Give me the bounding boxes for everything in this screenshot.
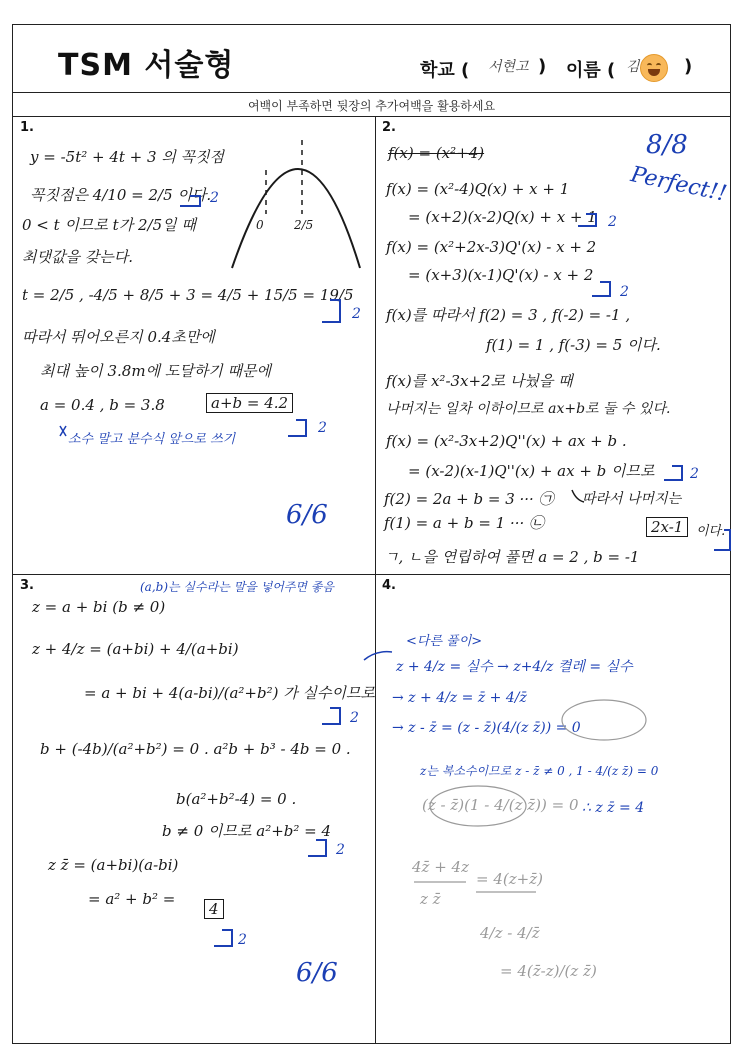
- q2-check-2: [592, 282, 610, 296]
- q3-line-3: = a + bi + 4(a-bi)/(a²+b²) 가 실수이므로: [84, 684, 375, 702]
- q1-graph-x: 2/5: [294, 218, 314, 232]
- q1-mark-2: 2: [352, 306, 361, 322]
- q3-line-5: b(a²+b²-4) = 0 .: [176, 790, 297, 808]
- q2-line-5: = (x+3)(x-1)Q'(x) - x + 2: [408, 266, 594, 284]
- q2-line-1: f(x) = (x²+4): [388, 144, 485, 162]
- school-close: ): [538, 56, 547, 77]
- q1-arrow-mark: [60, 426, 66, 436]
- q3-mark-1: 2: [350, 710, 359, 726]
- q4-gray-circle-2: [430, 786, 526, 826]
- q3-line-6: b ≠ 0 이므로 a²+b² = 4: [162, 822, 332, 840]
- q3-line-2: z + 4/z = (a+bi) + 4/(a+bi): [32, 640, 239, 658]
- q3-mark-3: 2: [238, 932, 247, 948]
- q4-line-3: → z - z̄ = (z - z̄)(4/(z z̄)) = 0: [392, 720, 581, 736]
- question-2-number: 2.: [382, 120, 396, 135]
- q1-parabola: [232, 169, 360, 268]
- q2-score: 8/8: [646, 130, 688, 160]
- q4-gray-line-1: (z - z̄)(1 - 4/(z z̄)) = 0: [422, 796, 579, 814]
- q1-graph-zero: 0: [256, 218, 264, 232]
- q2-result-label: 따라서 나머지는: [582, 491, 682, 507]
- school-label-text: 학교 (: [420, 60, 470, 81]
- page-title: TSM 서술형: [58, 48, 235, 83]
- q3-mark-2: 2: [336, 842, 345, 858]
- q2-line-7: f(1) = 1 , f(-3) = 5 이다.: [486, 336, 661, 354]
- q4-gray-line-3: z z̄: [420, 890, 441, 908]
- q1-teacher-note: 소수 말고 분수식 앞으로 쓰기: [68, 432, 236, 447]
- q1-boxed-answer: a+b = 4.2: [206, 393, 293, 413]
- q1-line-8: a = 0.4 , b = 3.8: [40, 396, 165, 414]
- q2-line-13: f(1) = a + b = 1 ··· ㉡: [384, 514, 545, 532]
- q4-alt-title: <다른 풀이>: [406, 634, 483, 649]
- q1-mark-1: 2: [210, 190, 219, 206]
- margin-notice: 여백이 부족하면 뒷장의 추가여백을 활용하세요: [247, 99, 496, 113]
- q1-mark-3: 2: [318, 420, 327, 436]
- name-label: 이름 (: [566, 60, 616, 81]
- q3-line-8: = a² + b² =: [88, 890, 176, 908]
- q4-gray-circle-1: [562, 700, 646, 740]
- q2-mark-2: 2: [620, 284, 629, 300]
- q3-line-4: b + (-4b)/(a²+b²) = 0 . a²b + b³ - 4b = 0 .: [40, 740, 351, 758]
- q2-mark-1: 2: [608, 214, 617, 230]
- q1-line-7: 최대 높이 3.8m에 도달하기 때문에: [40, 362, 272, 380]
- q2-line-2: f(x) = (x²-4)Q(x) + x + 1: [386, 180, 570, 198]
- q3-boxed-answer: 4: [204, 899, 224, 919]
- q2-check-3: [664, 466, 682, 480]
- q2-result-suffix: 이다.: [696, 524, 726, 539]
- q3-line-1: z = a + bi (b ≠ 0): [32, 598, 166, 616]
- q3-score: 6/6: [296, 958, 338, 988]
- question-3-number: 3.: [20, 578, 34, 593]
- q2-line-10: f(x) = (x²-3x+2)Q''(x) + ax + b .: [386, 432, 627, 450]
- q2-check-4: [714, 530, 730, 550]
- q1-check-1: [180, 196, 200, 206]
- q1-line-4: 최댓값을 갖는다.: [22, 248, 133, 266]
- q2-arrow: [572, 490, 584, 502]
- q4-conclusion: ∴ z z̄ = 4: [582, 800, 645, 816]
- q4-gray-line-4: = 4(z+z̄): [476, 870, 543, 888]
- q3-check-1: [322, 708, 340, 724]
- q2-line-8: f(x)를 x²-3x+2로 나눴을 때: [386, 372, 573, 390]
- q4-pointer-arrow: [364, 652, 392, 660]
- q1-line-1: y = -5t² + 4t + 3 의 꼭짓점: [30, 148, 225, 166]
- q1-line-2: 꼭짓점은 4/10 = 2/5 이다.: [30, 186, 212, 204]
- q3-check-2: [308, 840, 326, 856]
- q1-check-2: [322, 300, 340, 322]
- q1-line-3: 0 < t 이므로 t가 2/5일 때: [22, 216, 196, 234]
- q3-check-3: [214, 930, 232, 946]
- q1-check-3: [288, 420, 306, 436]
- q1-line-6: 따라서 뛰어오른지 0.4초만에: [22, 328, 215, 346]
- q3-teacher-note: (a,b)는 실수라는 말을 넣어주면 좋음: [140, 580, 334, 594]
- q2-line-3: = (x+2)(x-2)Q(x) + x + 1: [408, 208, 597, 226]
- q2-line-12: f(2) = 2a + b = 3 ··· ㉠: [384, 490, 554, 508]
- q4-line-2: → z + 4/z = z̄ + 4/z̄: [392, 690, 527, 706]
- q1-score: 6/6: [286, 500, 328, 530]
- q2-line-9: 나머지는 일차 이하이므로 ax+b로 둘 수 있다.: [386, 401, 671, 417]
- q4-line-4: z는 복소수이므로 z - z̄ ≠ 0 , 1 - 4/(z z̄) = 0: [420, 764, 659, 778]
- question-4-number: 4.: [382, 578, 396, 593]
- name-value: 김: [626, 59, 640, 75]
- q4-gray-line-6: = 4(z̄-z)/(z z̄): [500, 962, 597, 980]
- name-close: ): [684, 56, 693, 77]
- q2-praise: Perfect!!: [628, 162, 729, 207]
- q4-gray-line-2: 4z̄ + 4z: [412, 858, 469, 876]
- q4-gray-line-5: 4/z - 4/z̄: [480, 924, 540, 942]
- question-1-number: 1.: [20, 120, 34, 135]
- q1-line-5: t = 2/5 , -4/5 + 8/5 + 3 = 4/5 + 15/5 = 19/5: [22, 286, 354, 304]
- q2-line-6: f(x)를 따라서 f(2) = 3 , f(-2) = -1 ,: [386, 306, 631, 324]
- q2-line-11: = (x-2)(x-1)Q''(x) + ax + b 이므로: [408, 462, 655, 480]
- q2-boxed-answer: 2x-1: [646, 517, 688, 537]
- q2-check-1: [578, 214, 596, 226]
- q4-line-1: z + 4/z = 실수 → z+4/z 켤레 = 실수: [396, 659, 633, 675]
- q2-mark-3: 2: [690, 466, 699, 482]
- q2-line-14: ㄱ, ㄴ을 연립하여 풀면 a = 2 , b = -1: [384, 548, 640, 566]
- school-value: 서현고: [488, 59, 529, 75]
- q2-line-4: f(x) = (x²+2x-3)Q'(x) - x + 2: [386, 238, 597, 256]
- q3-line-7: z z̄ = (a+bi)(a-bi): [48, 856, 179, 874]
